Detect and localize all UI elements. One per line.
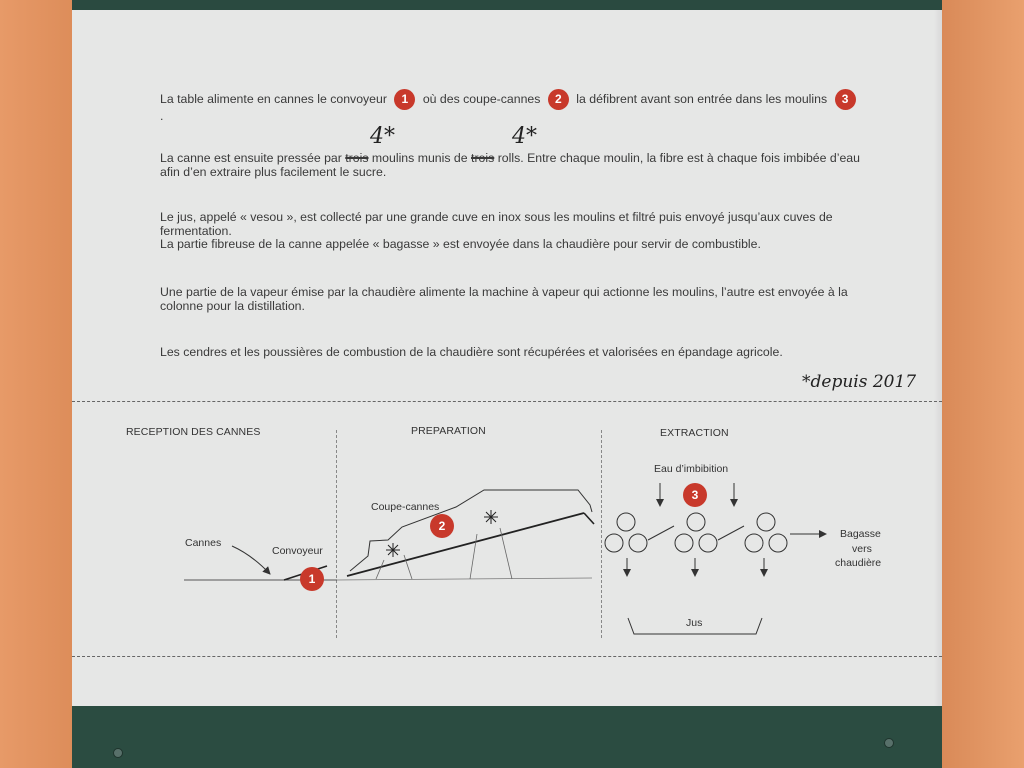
number-badge-3: 3: [835, 89, 856, 110]
label-eau-imbibition: Eau d’imbibition: [654, 463, 729, 475]
panel-bottom-band: [72, 706, 942, 768]
support-leg-1: [376, 560, 384, 579]
mill-2: [675, 513, 717, 552]
support-leg-3: [470, 534, 477, 579]
screw-left-icon: [113, 748, 123, 758]
p3-text: Le jus, appelé « vesou », est collecté par une grande cuve en inox sous les moulins et filtré puis envoyé jusqu’aux cuves de fermentation.: [160, 210, 833, 238]
cutter-star-2-icon: [484, 510, 498, 524]
ground-line-preparation: [337, 578, 592, 580]
label-coupe-cannes: Coupe-cannes: [371, 501, 440, 513]
p1-text-b: où des coupe-cannes: [422, 91, 541, 106]
p2-text-c: rolls. Entre chaque moulin, la fibre est à chaque fois imbibée d’eau afin d’en extraire plus facilement le sucre.: [160, 151, 860, 179]
label-convoyeur: Convoyeur: [272, 545, 323, 557]
info-panel: [72, 0, 942, 768]
label-bagasse-vers: vers: [852, 543, 872, 555]
label-jus: Jus: [686, 617, 703, 629]
handwritten-correction-1: 4*: [370, 124, 395, 149]
diagram-badge-3: 3: [683, 483, 707, 507]
p2-text-a: La canne est ensuite pressée par: [160, 151, 342, 165]
preparation-conveyor: [347, 513, 584, 576]
label-cannes: Cannes: [185, 537, 222, 549]
p2-struck-word-1: trois: [345, 151, 369, 165]
number-badge-1: 1: [394, 89, 415, 110]
process-diagram: [72, 0, 942, 700]
handwritten-correction-2: 4*: [512, 124, 537, 149]
number-badge-2: 2: [548, 89, 569, 110]
label-bagasse: Bagasse: [840, 528, 881, 540]
p5-text: Une partie de la vapeur émise par la chaudière alimente la machine à vapeur qui actionne les moulins, l’autre est envoyée à la colonne pour la distillation.: [160, 285, 848, 313]
section-title-extraction: EXTRACTION: [660, 427, 729, 439]
wall-left: [0, 0, 72, 768]
section-title-preparation: PREPARATION: [411, 425, 486, 437]
section-title-reception: RECEPTION DES CANNES: [126, 426, 261, 438]
p2-text-b: moulins munis de: [371, 151, 468, 165]
diagram-badge-2: 2: [430, 514, 454, 538]
cutter-star-1-icon: [386, 543, 400, 557]
fibre-link-2: [718, 526, 744, 540]
p2-struck-word-2: trois: [471, 151, 495, 165]
p1-text-d: .: [160, 109, 164, 123]
label-bagasse-chaudiere: chaudière: [835, 557, 882, 569]
p1-text-a: La table alimente en cannes le convoyeur: [160, 91, 387, 106]
diagram-badge-1: 1: [300, 567, 324, 591]
conveyor-end: [584, 513, 594, 524]
cannes-arrow: [232, 546, 270, 574]
mill-1: [605, 513, 647, 552]
p1-text-c: la défibrent avant son entrée dans les moulins: [576, 91, 828, 106]
screw-right-icon: [884, 738, 894, 748]
handwritten-footnote: *depuis 2017: [802, 372, 917, 392]
wall-right: [942, 0, 1024, 768]
mill-3: [745, 513, 787, 552]
p4-text: La partie fibreuse de la canne appelée « bagasse » est envoyée dans la chaudière pour servir de combustible.: [160, 237, 761, 251]
fibre-link-1: [648, 526, 674, 540]
p6-text: Les cendres et les poussières de combustion de la chaudière sont récupérées et valorisées en épandage agricole.: [160, 345, 783, 359]
support-leg-4: [500, 528, 512, 579]
